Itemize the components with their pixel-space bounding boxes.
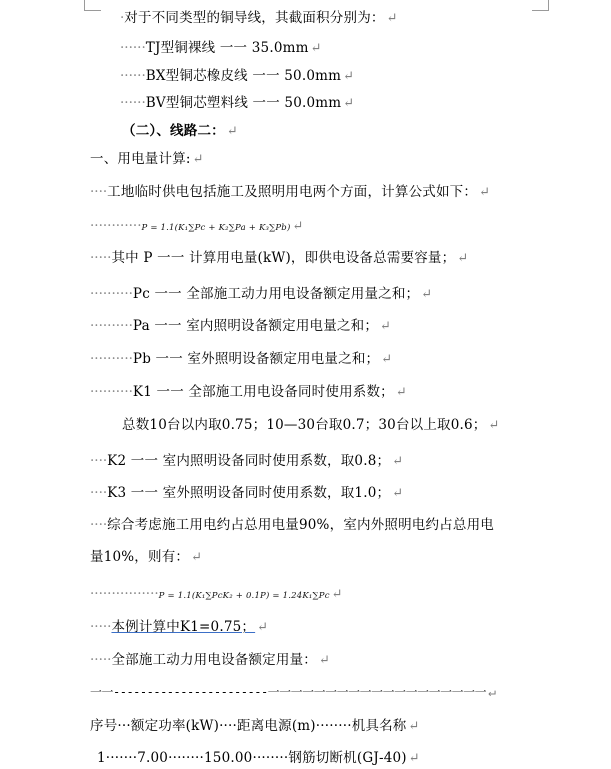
paragraph-text: Pc 一一 全部施工动力用电设备额定用量之和； bbox=[132, 286, 420, 302]
leading-dots: ······ bbox=[120, 95, 146, 111]
paragraph-mark: ↵ bbox=[343, 96, 355, 111]
paragraph-text: 总数10台以内取0.75；10—30台取0.7；30台以上取0.6； bbox=[122, 417, 487, 433]
paragraph-bx-wire bbox=[120, 66, 354, 87]
paragraph-mark: ↵ bbox=[408, 751, 420, 766]
formula-total-power: P = 1.1(K₁∑Pc + K₂∑Pa + K₃∑Pb) bbox=[141, 223, 291, 233]
separator-line bbox=[90, 682, 496, 703]
paragraph-mark: ↵ bbox=[292, 219, 304, 234]
paragraph-text: 工地临时供电包括施工及照明用电两个方面，计算公式如下： bbox=[107, 184, 478, 200]
leading-dots: ············ bbox=[90, 218, 142, 234]
paragraph-definition-p bbox=[90, 248, 468, 269]
leading-dots: ·········· bbox=[90, 286, 133, 302]
heading-text: 一、用电量计算: bbox=[90, 151, 191, 167]
paragraph-mark: ↵ bbox=[392, 486, 404, 501]
paragraph-tj-wire bbox=[120, 38, 322, 59]
leading-dots: ·········· bbox=[90, 384, 133, 400]
paragraph-mark: ↵ bbox=[386, 11, 398, 26]
leading-dots: · bbox=[120, 10, 125, 26]
paragraph-text: 对于不同类型的铜导线，其截面积分别为： bbox=[124, 10, 385, 26]
paragraph-definition-pb bbox=[90, 349, 392, 370]
paragraph-mark: ↵ bbox=[381, 352, 393, 367]
paragraph-mark: ↵ bbox=[457, 251, 469, 266]
paragraph-mark: ↵ bbox=[310, 41, 322, 56]
paragraph-bv-wire bbox=[120, 93, 354, 114]
paragraph-mark: ↵ bbox=[343, 69, 355, 84]
margin-corner-mark-right bbox=[532, 0, 549, 11]
leading-dots: ················ bbox=[90, 586, 159, 602]
paragraph-definition-k3 bbox=[90, 483, 403, 504]
table-row bbox=[97, 748, 420, 769]
paragraph-definition-pc bbox=[90, 284, 432, 305]
paragraph-mark: ↵ bbox=[226, 124, 238, 139]
formula-line-2 bbox=[90, 584, 343, 606]
paragraph-mark: ↵ bbox=[392, 454, 404, 469]
paragraph-mark: ↵ bbox=[421, 287, 433, 302]
section-heading-line-two bbox=[122, 121, 238, 142]
paragraph-copper-conductor-intro bbox=[120, 8, 398, 29]
paragraph-definition-k2 bbox=[90, 451, 403, 472]
paragraph-supply-intro bbox=[90, 182, 490, 203]
leading-dots: ····· bbox=[90, 619, 112, 635]
paragraph-usage-share-cont bbox=[90, 547, 202, 568]
heading-text: （二）、线路二： bbox=[122, 123, 225, 139]
paragraph-definition-pa bbox=[90, 316, 391, 337]
leading-dots: ···· bbox=[90, 184, 108, 200]
paragraph-usage-share bbox=[90, 515, 496, 536]
formula-simplified-power: P = 1.1(K₁∑PcK₂ + 0.1P) = 1.24K₁∑Pc bbox=[158, 591, 330, 601]
leading-dots: ·········· bbox=[90, 351, 133, 367]
paragraph-equipment-rated-power bbox=[90, 650, 330, 671]
paragraph-mark: ↵ bbox=[318, 653, 331, 668]
table-header-row bbox=[90, 716, 420, 737]
paragraph-mark: ↵ bbox=[191, 550, 203, 565]
paragraph-k1-values bbox=[122, 415, 500, 436]
paragraph-text: Pb 一一 室外照明设备额定用电量之和； bbox=[132, 351, 380, 367]
paragraph-text: TJ型铜裸线 一一 35.0mm bbox=[145, 40, 309, 56]
paragraph-mark: ↵ bbox=[488, 685, 496, 700]
paragraph-text: 其中 P 一一 计算用电量(kW)，即供电设备总需要容量； bbox=[111, 250, 456, 266]
paragraph-mark: ↵ bbox=[479, 185, 491, 200]
leading-dots: ···· bbox=[90, 453, 108, 469]
paragraph-text: BV型铜芯塑料线 一一 50.0mm bbox=[145, 95, 342, 111]
paragraph-text: K2 一一 室内照明设备同时使用系数，取0.8； bbox=[107, 453, 391, 469]
paragraph-example-k1 bbox=[90, 617, 268, 638]
table-header-text: 序号···额定功率(kW)····距离电源(m)········机具名称 bbox=[90, 718, 407, 734]
paragraph-mark: ↵ bbox=[380, 319, 392, 334]
paragraph-definition-k1 bbox=[90, 382, 407, 403]
paragraph-text: K3 一一 室外照明设备同时使用系数，取1.0； bbox=[107, 485, 391, 501]
paragraph-mark: ↵ bbox=[192, 152, 204, 167]
paragraph-text: BX型铜芯橡皮线 一一 50.0mm bbox=[145, 68, 342, 84]
paragraph-mark: ↵ bbox=[331, 587, 343, 602]
paragraph-text: 本例计算中K1=0.75； bbox=[111, 619, 256, 635]
paragraph-mark: ↵ bbox=[395, 385, 407, 400]
leading-dots: ·········· bbox=[90, 318, 133, 334]
leading-dots: ······ bbox=[120, 68, 146, 84]
table-row-text: 1·······7.00········150.00········钢筋切断机(GJ-40) bbox=[97, 750, 407, 766]
paragraph-text: 全部施工动力用电设备额定用量： bbox=[111, 652, 317, 668]
leading-dots: ···· bbox=[90, 517, 108, 533]
formula-line-1 bbox=[90, 216, 304, 238]
leading-dots: ····· bbox=[90, 652, 112, 668]
margin-corner-mark-left bbox=[84, 0, 101, 11]
heading-power-calculation bbox=[90, 149, 204, 170]
paragraph-text: 量10%，则有： bbox=[90, 549, 190, 565]
paragraph-text: K1 一一 全部施工用电设备同时使用系数； bbox=[132, 384, 394, 400]
leading-dots: ······ bbox=[120, 40, 146, 56]
separator-text: 一一-----------------------一一一一一一一一一一一一一一一一一一一 bbox=[90, 685, 487, 699]
paragraph-mark: ↵ bbox=[488, 418, 500, 433]
leading-dots: ···· bbox=[90, 485, 108, 501]
leading-dots: ····· bbox=[90, 250, 112, 266]
paragraph-text: 综合考虑施工用电约占总用电量90%，室内外照明电约占总用电 bbox=[107, 517, 494, 533]
paragraph-mark: ↵ bbox=[257, 620, 269, 635]
paragraph-text: Pa 一一 室内照明设备额定用电量之和； bbox=[132, 318, 379, 334]
paragraph-mark: ↵ bbox=[408, 719, 420, 734]
